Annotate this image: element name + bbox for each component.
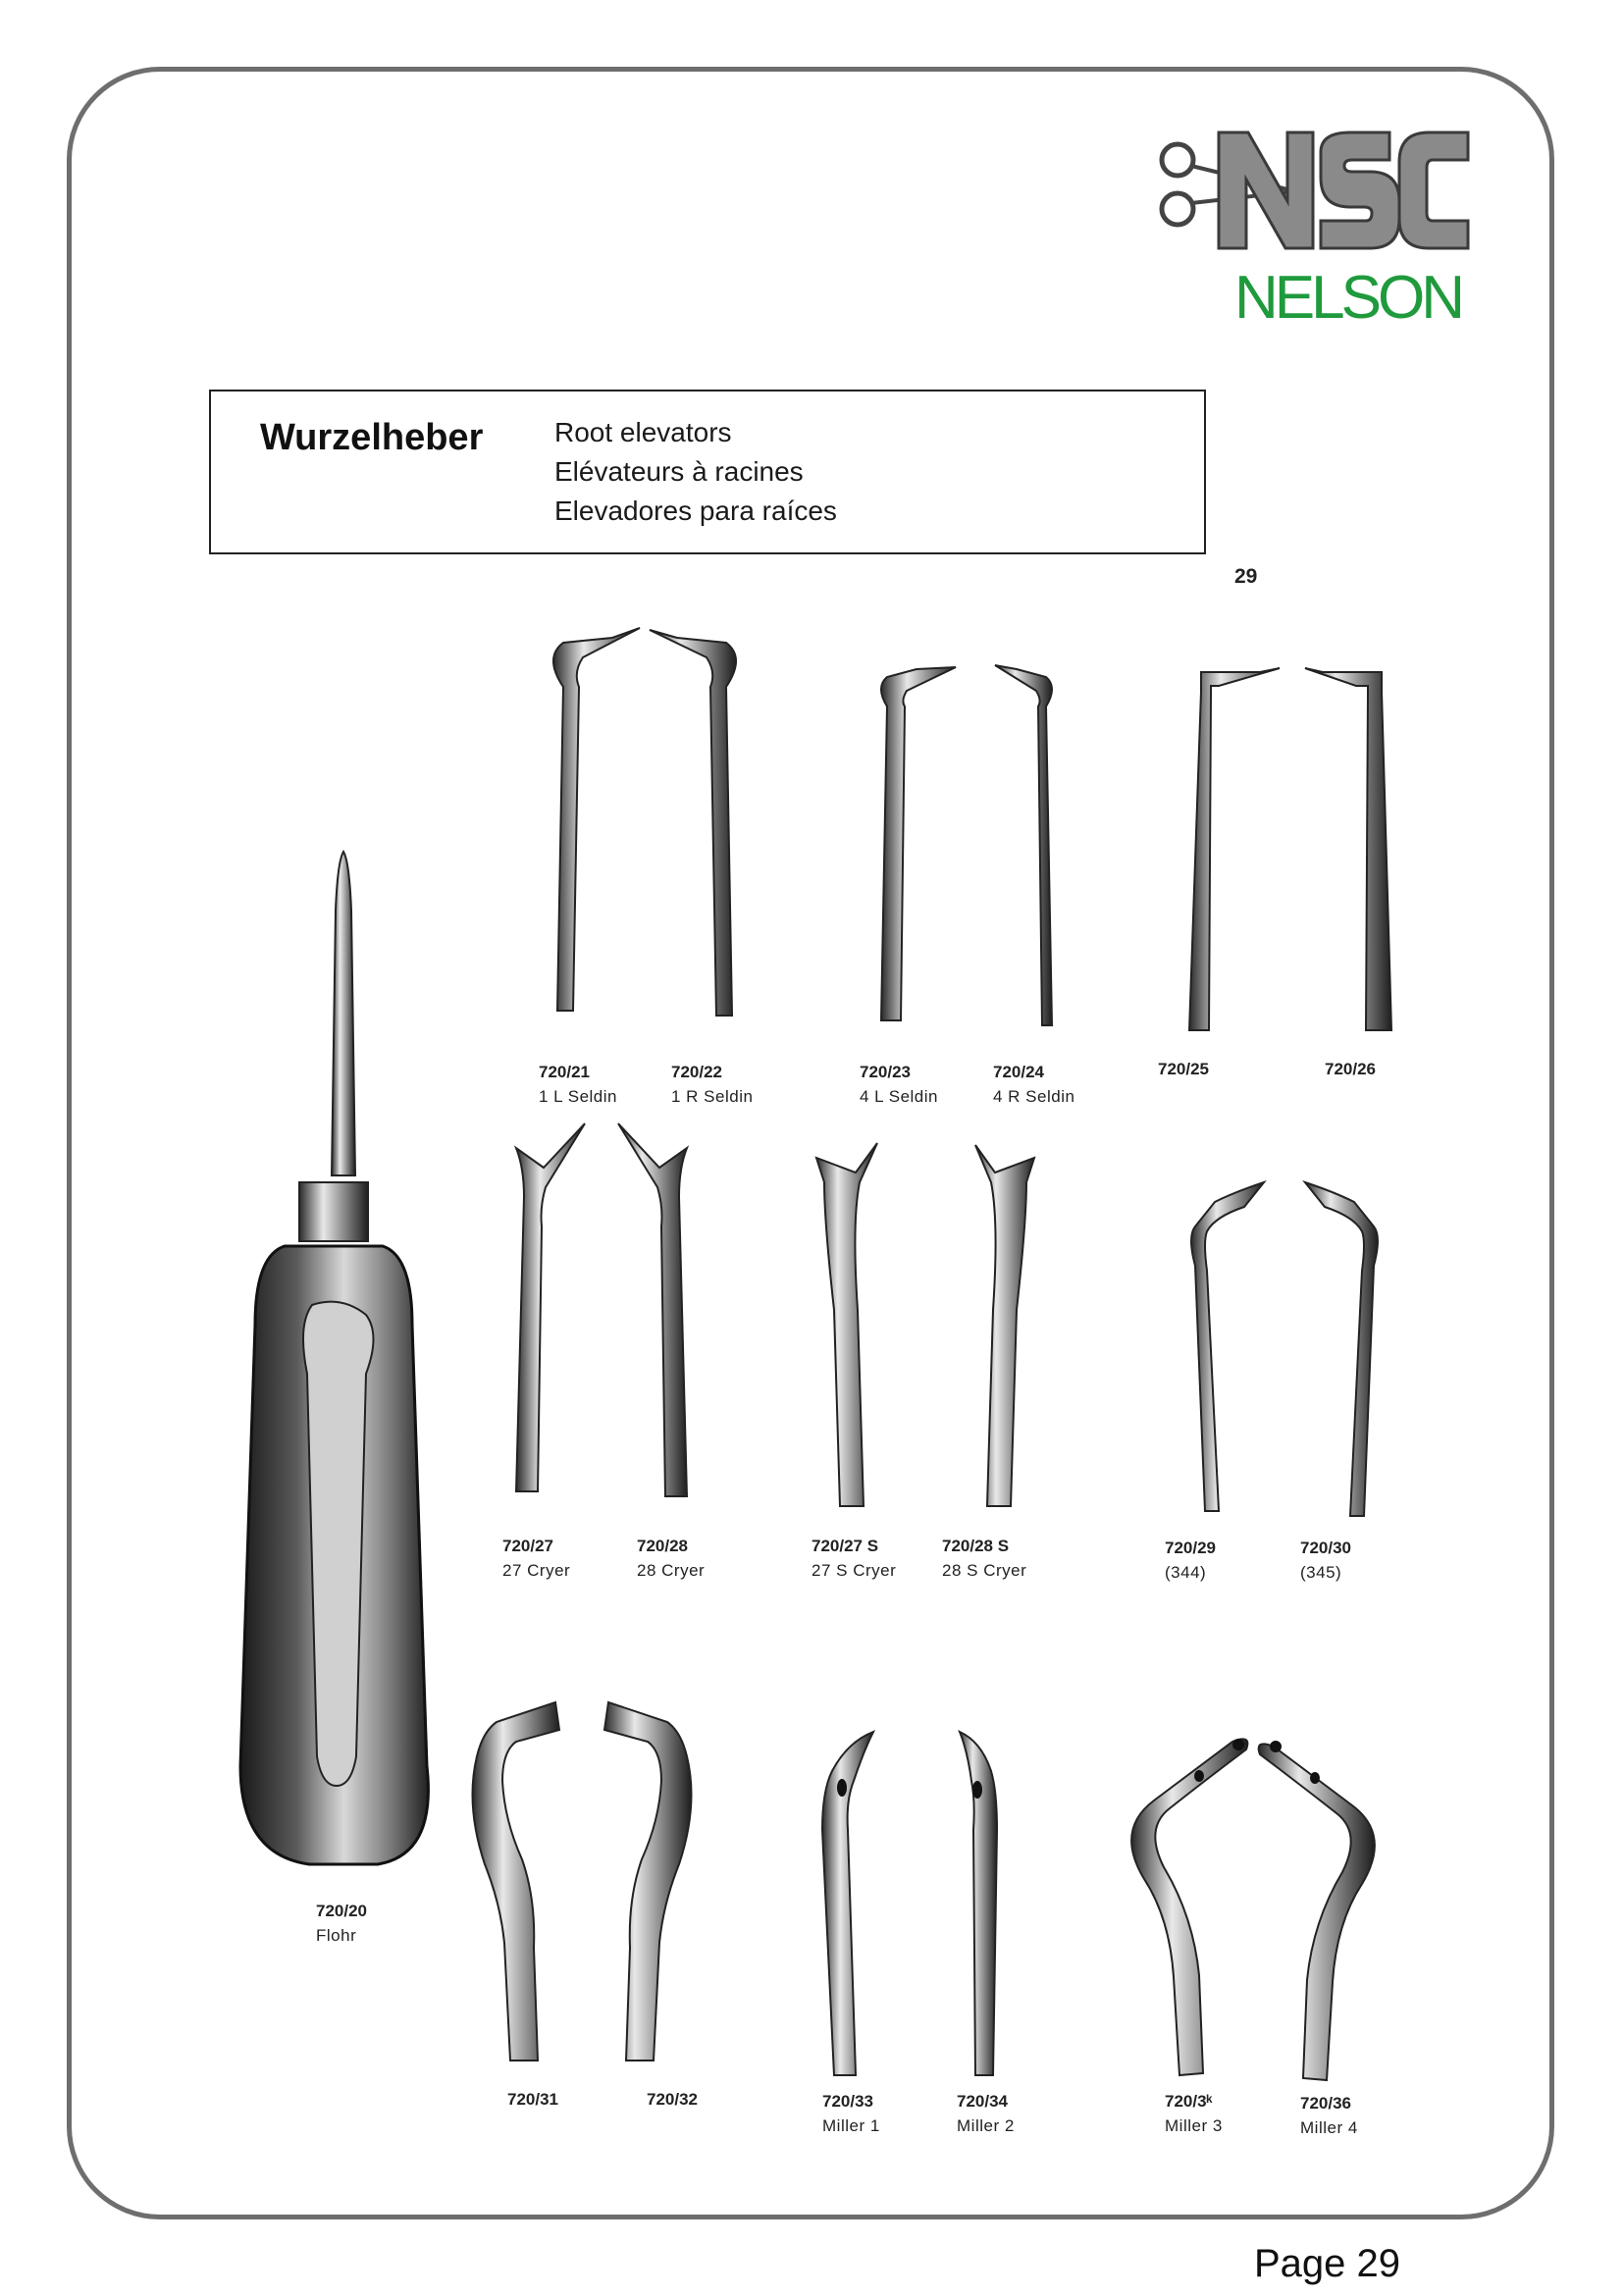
label-720-24: 720/24 4 R Seldin [993, 1063, 1075, 1106]
label-720-34: 720/34 Miller 2 [957, 2092, 1015, 2135]
catalog-page-number: 29 [1234, 565, 1258, 588]
label-720-28: 720/28 28 Cryer [637, 1537, 706, 1580]
instrument-720-28s-icon [975, 1145, 1034, 1506]
label-720-22: 720/22 1 R Seldin [671, 1063, 754, 1106]
title-spanish: Elevadores para raíces [554, 496, 837, 526]
label-720-25: 720/25 [1158, 1060, 1209, 1078]
label-720-27s: 720/27 S 27 S Cryer [812, 1537, 897, 1580]
instrument-720-26-icon [1305, 668, 1391, 1030]
label-720-27: 720/27 27 Cryer [502, 1537, 571, 1580]
page-footer: Page 29 [1254, 2242, 1401, 2285]
label-720-29: 720/29 (344) [1165, 1539, 1216, 1582]
instrument-720-21-icon [553, 628, 640, 1011]
label-720-26: 720/26 [1325, 1060, 1376, 1078]
instrument-720-27s-icon [816, 1143, 877, 1506]
label-720-36: 720/36 Miller 4 [1300, 2094, 1358, 2137]
instrument-720-27-icon [516, 1123, 585, 1491]
instrument-720-30-icon [1305, 1182, 1378, 1516]
label-720-35: 720/3ᵏ Miller 3 [1165, 2092, 1223, 2135]
title-german: Wurzelheber [260, 417, 484, 458]
nelson-wordmark: NELSON [1234, 264, 1461, 332]
instrument-720-32-icon [604, 1702, 692, 2061]
label-720-21: 720/21 1 L Seldin [539, 1063, 617, 1106]
instrument-720-29-icon [1191, 1182, 1264, 1511]
instrument-720-24-icon [995, 665, 1052, 1025]
label-720-31: 720/31 [507, 2090, 558, 2109]
instrument-720-22-icon [650, 630, 736, 1016]
instrument-720-23-icon [881, 667, 956, 1020]
label-720-28s: 720/28 S 28 S Cryer [942, 1537, 1027, 1580]
label-720-30: 720/30 (345) [1300, 1539, 1351, 1582]
instrument-720-33-icon [822, 1732, 873, 2075]
instrument-720-36-icon [1259, 1741, 1375, 2080]
instrument-720-20-icon [240, 852, 428, 1864]
label-720-23: 720/23 4 L Seldin [860, 1063, 938, 1106]
label-720-32: 720/32 [647, 2090, 698, 2109]
instrument-720-28-icon [618, 1123, 687, 1496]
instrument-720-34-icon [960, 1732, 997, 2075]
label-720-33: 720/33 Miller 1 [822, 2092, 880, 2135]
title-english: Root elevators [554, 417, 732, 447]
instrument-720-31-icon [473, 1702, 560, 2061]
title-french: Elévateurs à racines [554, 456, 804, 487]
instrument-720-25-icon [1189, 668, 1280, 1030]
instrument-720-35-icon [1131, 1739, 1247, 2075]
label-720-20: 720/20 Flohr [316, 1902, 367, 1945]
